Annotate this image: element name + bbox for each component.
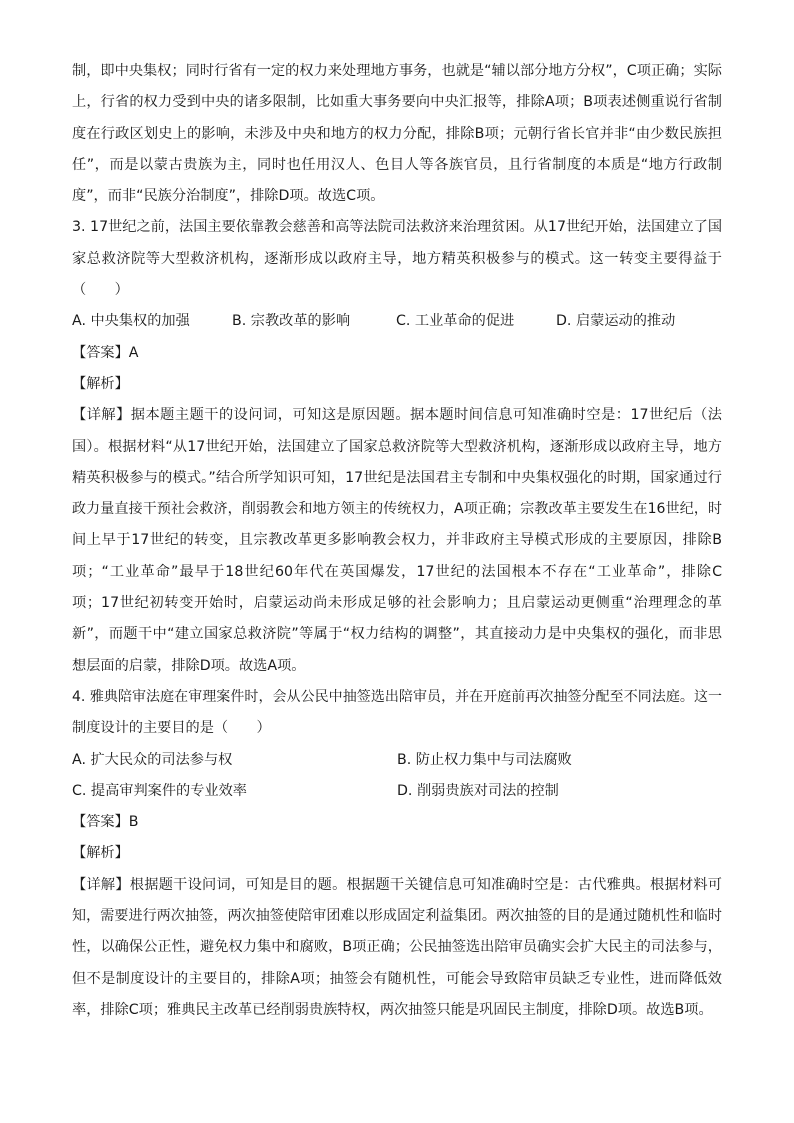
option-b: B. 宗教改革的影响 xyxy=(232,313,351,330)
question-4 xyxy=(72,682,722,1026)
detail-line: 知，需要进行两次抽签，两次抽签使陪审团难以形成固定利益集团。两次抽签的目的是通过随机性和临时 xyxy=(72,908,722,925)
option-c: C. 工业革命的促进 xyxy=(396,313,515,330)
detail-line: 项；17世纪初转变开始时，启蒙运动尚未形成足够的社会影响力；且启蒙运动更侧重“治理理念的革 xyxy=(72,595,722,612)
question-stem-line: （ ） xyxy=(72,282,129,299)
detail-line: 【详解】根据题干设问词，可知是目的题。根据题干关键信息可知准确时空是：古代雅典。根据材料可 xyxy=(72,876,722,893)
detail-line: 国）。根据材料“从17世纪开始，法国建立了国家总救济院等大型救济机构，逐渐形成以政府主导，地方 xyxy=(72,438,722,455)
detail-line: 项；“工业革命”最早于18世纪60年代在英国爆发，17世纪的法国根本不存在“工业革命”，排除C xyxy=(72,563,722,580)
options-row xyxy=(72,306,722,337)
detail-line: 【详解】据本题主题干的设问词，可知这是原因题。据本题时间信息可知准确时空是：17世纪后（法 xyxy=(72,407,722,424)
option-d: D. 削弱贵族对司法的控制 xyxy=(397,782,559,799)
options-row xyxy=(72,745,722,776)
answer-line: 【答案】B xyxy=(72,814,139,831)
detail-line: 精英积极参与的模式。”结合所学知识可知，17世纪是法国君主专制和中央集权强化的时期，国家通过行 xyxy=(72,469,722,486)
text-line: 度”，而非“民族分治制度”，排除D项。故选C项。 xyxy=(72,188,385,205)
option-a: A. 扩大民众的司法参与权 xyxy=(72,751,233,768)
question-stem-line: 4. 雅典陪审法庭在审理案件时，会从公民中抽签选出陪审员，并在开庭前再次抽签分配至不同法庭。这一 xyxy=(72,688,722,705)
detail-line: 政力量直接干预社会救济，削弱教会和地方领主的传统权力，A项正确；宗教改革主要发生在16世纪，时 xyxy=(72,501,722,518)
option-a: A. 中央集权的加强 xyxy=(72,313,190,330)
option-d: D. 启蒙运动的推动 xyxy=(556,313,676,330)
answer-line: 【答案】A xyxy=(72,344,139,361)
options-row xyxy=(72,776,722,807)
detail-line: 想层面的启蒙，排除D项。故选A项。 xyxy=(72,657,306,674)
detail-line: 率，排除C项；雅典民主改革已经削弱贵族特权，两次抽签只能是巩固民主制度，排除D项。故选B项。 xyxy=(72,1001,713,1018)
option-b: B. 防止权力集中与司法腐败 xyxy=(397,751,572,768)
text-line: 制，即中央集权；同时行省有一定的权力来处理地方事务，也就是“辅以部分地方分权”，C项正确；实际 xyxy=(72,63,722,79)
text-line: 度在行政区划史上的影响，未涉及中央和地方的权力分配，排除B项；元朝行省长官并非“由少数民族担 xyxy=(72,125,722,142)
detail-line: 但不是制度设计的主要目的，排除A项；抽签会有随机性，可能会导致陪审员缺乏专业性，进而降低效 xyxy=(72,970,722,987)
question-stem-line: 3. 17世纪之前，法国主要依靠教会慈善和高等法院司法救济来治理贫困。从17世纪开始，法国建立了国 xyxy=(72,219,723,236)
question-stem-line: 制度设计的主要目的是（ ） xyxy=(72,720,271,737)
question-3 xyxy=(72,212,722,681)
detail-line: 性，以确保公正性，避免权力集中和腐败，B项正确；公民抽签选出陪审员确实会扩大民主的司法参与， xyxy=(72,939,722,956)
detail-line: 间上早于17世纪的转变，且宗教改革更多影响教会权力，并非政府主导模式形成的主要原因，排除B xyxy=(72,532,722,549)
analysis-label: 【解析】 xyxy=(72,845,129,862)
analysis-label: 【解析】 xyxy=(72,375,129,392)
question-stem-line: 家总救济院等大型救济机构，逐渐形成以政府主导，地方精英积极参与的模式。这一转变主要得益于 xyxy=(72,250,722,267)
document-body xyxy=(72,56,722,1026)
text-line: 任”，而是以蒙古贵族为主，同时也任用汉人、色目人等各族官员，且行省制度的本质是“地方行政制 xyxy=(72,156,722,173)
detail-line: 新”，而题干中“建立国家总救济院”等属于“权力结构的调整”，其直接动力是中央集权的强化，而非思 xyxy=(72,626,722,643)
option-c: C. 提高审判案件的专业效率 xyxy=(72,782,247,799)
text-line: 上，行省的权力受到中央的诸多限制，比如重大事务要向中央汇报等，排除A项；B项表述侧重说行省制 xyxy=(72,94,722,111)
